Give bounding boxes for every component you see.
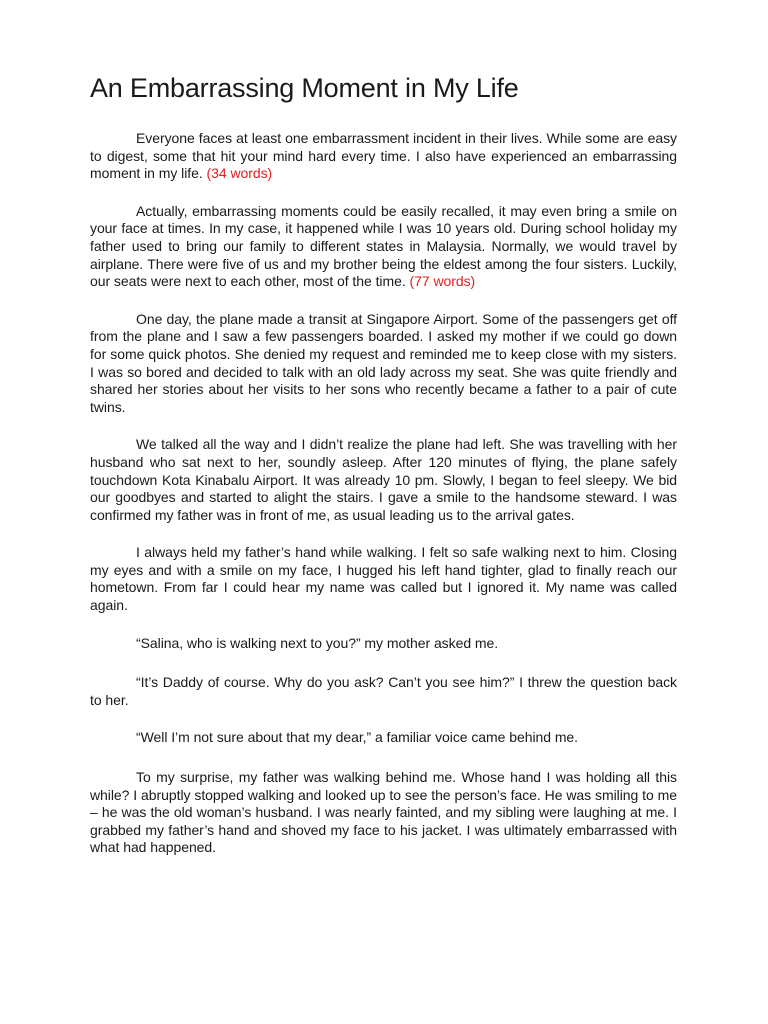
document-page	[90, 68, 677, 877]
word-count-label: (34 words)	[206, 165, 273, 182]
paragraph-text: Actually, embarrassing moments could be easily recalled, it may even bring a smile on your face at times. In my case, it happened while I was 10 years old. During school holiday my father used to bring our family to different states in Malaysia. Normally, we would travel by airplane. There were five of us and my brother being the eldest among the four sisters. Luckily, our seats were next to each other, most of the time.	[90, 202, 677, 290]
word-count-label: (77 words)	[409, 273, 476, 290]
paragraph-8: “Well I’m not sure about that my dear,” a familiar voice came behind me.	[136, 729, 579, 746]
paragraph-4: We talked all the way and I didn’t realize the plane had left. She was travelling with her husband who sat next to her, soundly asleep. After 120 minutes of flying, the plane safely touchdown Kota Kinabalu Airport. It was already 10 pm. Slowly, I began to feel sleepy. We bid our goodbyes and started to alight the stairs. I gave a smile to the handsome steward. I was confirmed my father was in front of me, as usual leading us to the arrival gates.	[90, 436, 677, 523]
paragraph-2	[90, 203, 677, 291]
paragraph-9: To my surprise, my father was walking behind me. Whose hand I was holding all this while? I abruptly stopped walking and looked up to see the person’s face. He was smiling to me – he was the old woman’s husband. I was nearly fainted, and my sibling were laughing at me. I grabbed my father’s hand and shoved my face to his jacket. I was ultimately embarrassed with what had happened.	[90, 769, 677, 856]
paragraph-text: Everyone faces at least one embarrassment incident in their lives. While some are easy to digest, some that hit your mind hard every time. I also have experienced an embarrassing moment in my life.	[90, 130, 677, 182]
paragraph-7: “It’s Daddy of course. Why do you ask? Can’t you see him?” I threw the question back to her.	[90, 674, 677, 708]
paragraph-3: One day, the plane made a transit at Singapore Airport. Some of the passengers get off from the plane and I saw a few passengers boarded. I asked my mother if we could go down for some quick photos. She denied my request and reminded me to keep close with my sisters. I was so bored and decided to talk with an old lady across my seat. She was quite friendly and shared her stories about her visits to her sons who recently became a father to a pair of cute twins.	[90, 310, 677, 415]
paragraph-5: I always held my father’s hand while walking. I felt so safe walking next to him. Closing my eyes and with a smile on my face, I hugged his left hand tighter, glad to finally reach our hometown. From far I could hear my name was called but I ignored it. My name was called again.	[90, 544, 677, 614]
paragraph-1	[90, 130, 677, 183]
paragraph-6: “Salina, who is walking next to you?” my mother asked me.	[136, 634, 499, 651]
document-title: An Embarrassing Moment in My Life	[90, 73, 519, 103]
